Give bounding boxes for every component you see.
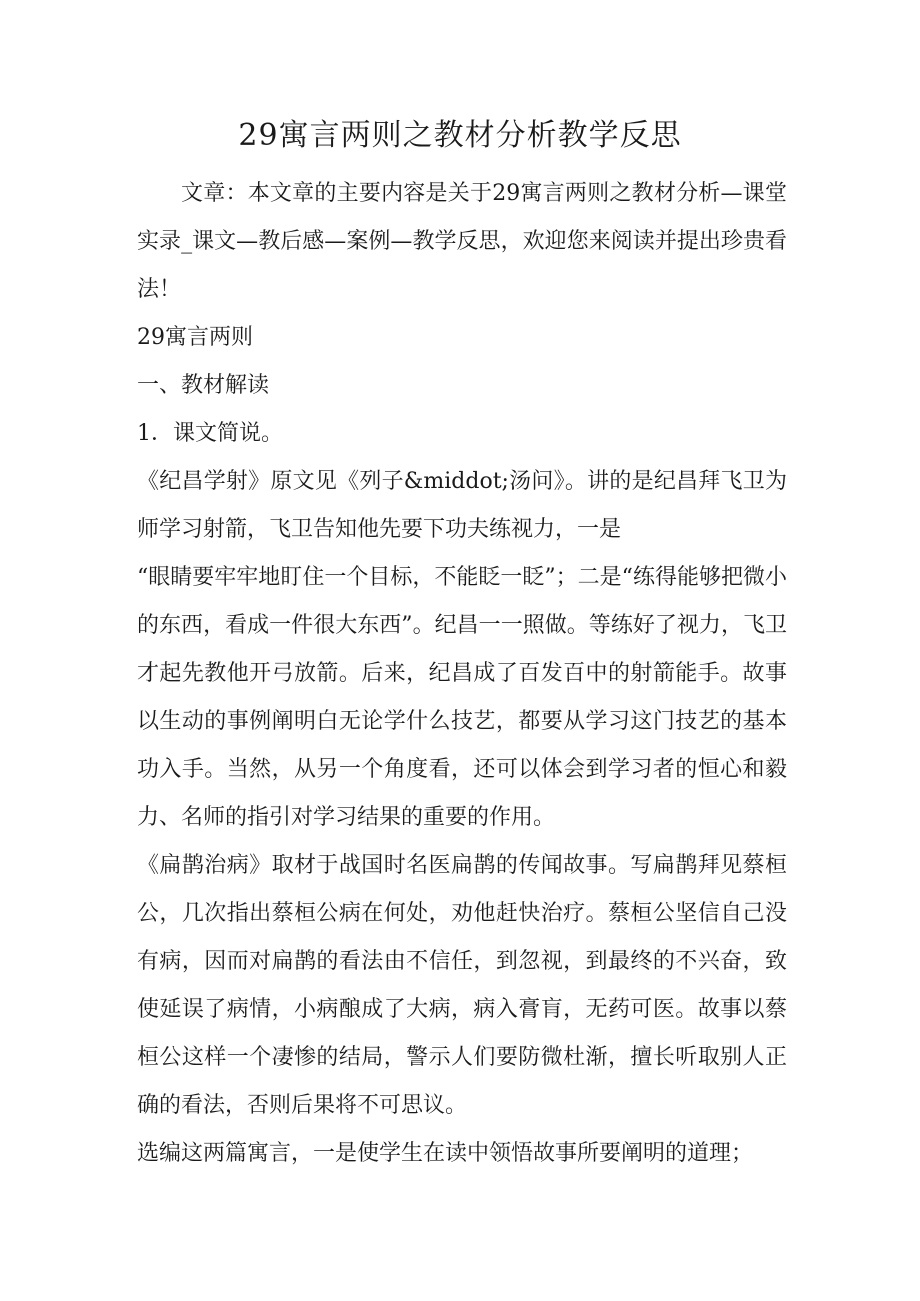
body-paragraph: 选编这两篇寓言，一是使学生在读中领悟故事所要阐明的道理； <box>137 1141 754 1166</box>
subsection-heading: 一、教材解读 <box>137 373 270 398</box>
section-heading: 29寓言两则 <box>137 325 253 350</box>
intro-paragraph: 文章：本文章的主要内容是关于29寓言两则之教材分析—课堂实录_课文—教后感—案例—教学反思，欢迎您来阅读并提出珍贵看法！ <box>137 181 787 302</box>
body-paragraph: 《扁鹊治病》取材于战国时名医扁鹊的传闻故事。写扁鹊拜见蔡桓公，几次指出蔡桓公病在何处，劝他赶快治疗。蔡桓公坚信自己没有病，因而对扁鹊的看法由不信任，到忽视，到最终的不兴奋，致使延误了病情，小病酿成了大病，病入膏肓，无药可医。故事以蔡桓公这样一个凄惨的结局，警示人们要防微杜渐，擅长听取别人正确的看法，否则后果将不可思议。 <box>137 853 787 1118</box>
body-paragraph: “眼睛要牢牢地盯住一个目标，不能眨一眨”；二是“练得能够把微小的东西，看成一件很大东西”。纪昌一一照做。等练好了视力，飞卫才起先教他开弓放箭。后来，纪昌成了百发百中的射箭能手。故事以生动的事例阐明白无论学什么技艺，都要从学习这门技艺的基本功入手。当然，从另一个角度看，还可以体会到学习者的恒心和毅力、名师的指引对学习结果的重要的作用。 <box>137 565 787 830</box>
document-title: 29寓言两则之教材分析教学反思 <box>238 118 682 153</box>
body-paragraph: 《纪昌学射》原文见《列子&middot;汤问》。讲的是纪昌拜飞卫为师学习射箭，飞卫告知他先要下功夫练视力，一是 <box>137 469 787 542</box>
document-body <box>137 170 787 1178</box>
subsection-heading: 1．课文简说。 <box>137 421 283 446</box>
